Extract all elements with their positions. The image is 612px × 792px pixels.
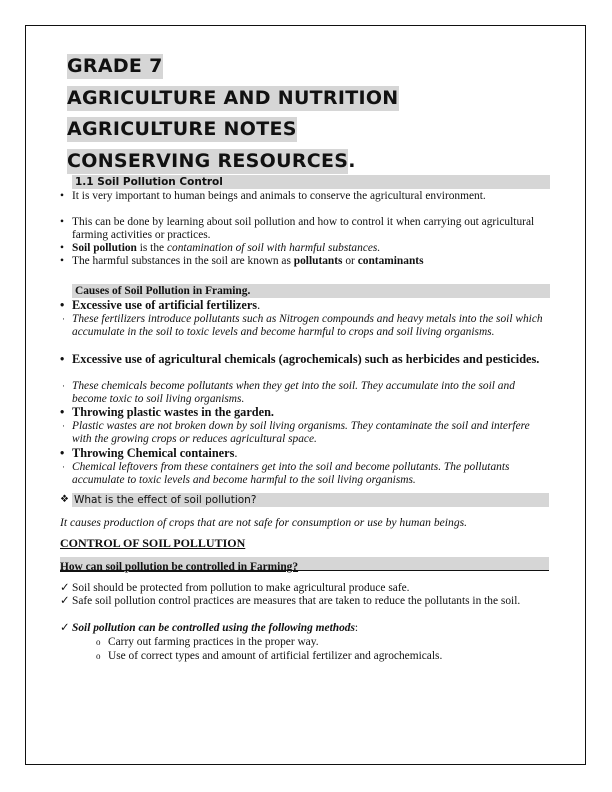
- item-text: These fertilizers introduce pollutants such as Nitrogen compounds and heavy metals into the soil which accumulate in the soil to toxic levels and become harmful to crops and soil living organisms.: [72, 313, 543, 338]
- item-text: is the: [136, 242, 167, 254]
- item-text: Excessive use of artificial fertilizers: [72, 298, 258, 312]
- list-item: [60, 242, 550, 255]
- bullet-icon: •: [60, 190, 64, 202]
- item-text: Throwing plastic wastes in the garden.: [72, 405, 275, 419]
- causes-heading: Causes of Soil Pollution in Framing.: [72, 284, 550, 298]
- effect-question-row: [60, 493, 550, 507]
- term: pollutants: [293, 255, 343, 267]
- cause-desc: [62, 313, 550, 339]
- control-heading: CONTROL OF SOIL POLLUTION: [60, 536, 246, 550]
- bullet-icon: •: [60, 255, 64, 267]
- item-text: It is very important to human beings and animals to conserve the agricultural environment.: [72, 190, 486, 202]
- bullet-icon: •: [60, 352, 65, 366]
- cause-title: [60, 298, 550, 312]
- bullet-icon: •: [60, 242, 64, 254]
- check-item: [60, 622, 550, 635]
- definition: contamination of soil with harmful substances.: [166, 242, 381, 254]
- term: Soil pollution: [72, 242, 137, 254]
- item-text: Safe soil pollution control practices are measures that are taken to reduce the pollutants in the soil.: [72, 595, 521, 607]
- item-text: Plastic wastes are not broken down by soil living organisms. They contaminate the soil and interfere with the growing crops or reduces agricultural space.: [72, 420, 530, 445]
- title-text: AGRICULTURE NOTES: [67, 118, 297, 140]
- control-question: How can soil pollution be controlled in Farming?: [60, 561, 299, 573]
- item-text: These chemicals become pollutants when they get into the soil. They accumulate into the soil and become toxic to soil living organisms.: [72, 380, 515, 405]
- checkmark-icon: ✓: [60, 595, 70, 607]
- title-suffix: .: [348, 150, 356, 172]
- circle-bullet-icon: o: [96, 637, 101, 647]
- dot-icon: ·: [62, 462, 65, 472]
- methods-label: Soil pollution can be controlled using the following methods: [72, 622, 355, 634]
- cause-desc: [62, 420, 550, 446]
- diamond-bullet-icon: ❖: [60, 494, 69, 505]
- cause-title: [60, 352, 550, 366]
- bullet-icon: •: [60, 405, 65, 419]
- effect-question: What is the effect of soil pollution?: [72, 493, 549, 507]
- title-text: AGRICULTURE AND NUTRITION: [67, 87, 399, 109]
- cause-desc: [62, 380, 550, 406]
- item-text: Carry out farming practices in the proper way.: [108, 636, 319, 648]
- item-text: Excessive use of agricultural chemicals (agrochemicals) such as herbicides and pesticides.: [72, 352, 540, 366]
- bullet-icon: •: [60, 216, 64, 228]
- cause-title: [60, 405, 550, 419]
- title-topic: [67, 149, 356, 173]
- list-item: [60, 216, 542, 242]
- item-text: Soil should be protected from pollution to make agricultural produce safe.: [72, 582, 410, 594]
- bullet-icon: •: [60, 298, 65, 312]
- bullet-icon: •: [60, 446, 65, 460]
- cause-title: [60, 446, 550, 460]
- method-item: [96, 636, 548, 649]
- title-grade: [67, 54, 163, 78]
- check-item: [60, 595, 557, 608]
- item-text: Throwing Chemical containers: [72, 446, 235, 460]
- item-text: or: [342, 255, 358, 267]
- effect-answer: [60, 516, 560, 529]
- suffix: .: [234, 446, 238, 460]
- list-item: [60, 190, 492, 203]
- control-question-bar: [60, 557, 549, 571]
- dot-icon: ·: [62, 421, 65, 431]
- title-text: GRADE 7: [67, 55, 163, 77]
- item-text: This can be done by learning about soil pollution and how to control it when carrying out agricultural farming activities or practices.: [72, 216, 535, 241]
- answer-text: It causes production of crops that are not safe for consumption or use by human beings.: [60, 516, 468, 529]
- dot-icon: ·: [62, 381, 65, 391]
- suffix: .: [257, 298, 261, 312]
- item-text: Use of correct types and amount of artificial fertilizer and agrochemicals.: [108, 650, 443, 662]
- term: contaminants: [357, 255, 424, 267]
- item-text: Chemical leftovers from these containers get into the soil and become pollutants. The pollutants accumulate to toxic levels and become harmful to the soil living organisms.: [72, 461, 510, 486]
- method-item: [96, 650, 548, 663]
- title-notes: [67, 117, 297, 141]
- colon: :: [354, 622, 359, 634]
- title-text: CONSERVING RESOURCES: [67, 150, 349, 172]
- title-subject: [67, 86, 399, 110]
- item-text: The harmful substances in the soil are known as: [72, 255, 294, 267]
- section-heading: 1.1 Soil Pollution Control: [72, 175, 550, 189]
- list-item: [60, 255, 550, 268]
- dot-icon: ·: [62, 314, 65, 324]
- checkmark-icon: ✓: [60, 582, 70, 594]
- cause-desc: [62, 461, 550, 487]
- circle-bullet-icon: o: [96, 651, 101, 661]
- checkmark-icon: ✓: [60, 622, 70, 634]
- check-item: [60, 582, 550, 595]
